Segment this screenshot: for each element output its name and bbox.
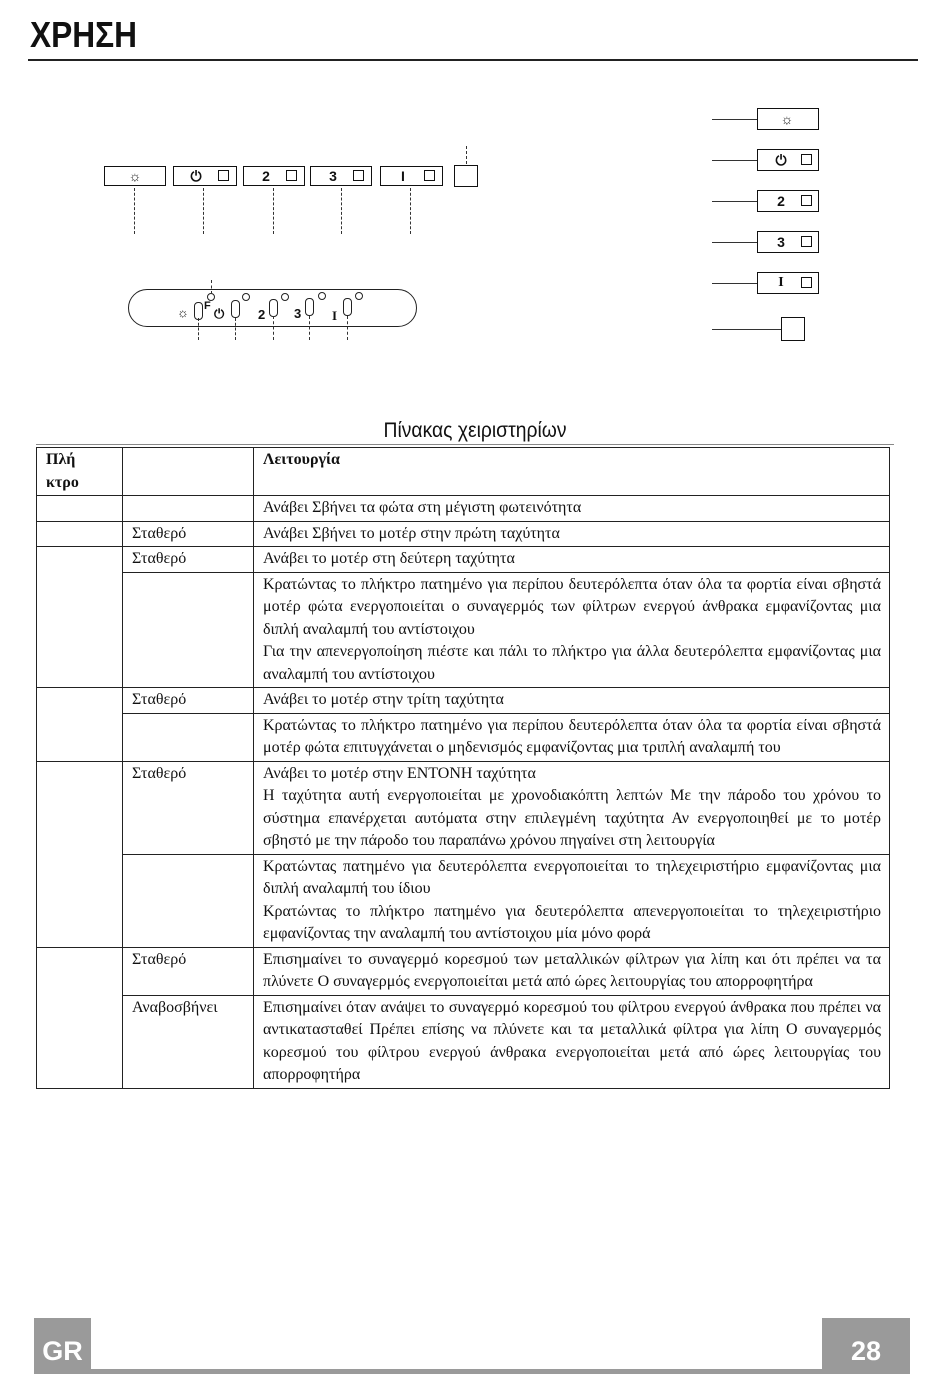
table-row: [37, 713, 890, 761]
led-cell: Αναβοσβήνει: [123, 995, 254, 1088]
speed3-label: 3: [777, 234, 785, 250]
function-text: Κρατώντας πατημένο για δευτερόλεπτα ενεργοποιείται το τηλεχειριστήριο εμφανίζοντας μια διπλή αναλαμπή του ίδιου: [263, 857, 881, 897]
callout-line: [341, 188, 342, 234]
key-cell: [37, 496, 123, 522]
table-row: [37, 995, 890, 1088]
key-cell: [37, 521, 123, 547]
led-cell: Σταθερό: [123, 521, 254, 547]
leader-line: [712, 283, 757, 284]
intensive-key: [757, 272, 819, 294]
function-cell: Επισημαίνει όταν ανάψει το συναγερμό κορεσμού του φίλτρου ενεργού άνθρακα που πρέπει να αντικατασταθεί Πρέπει επίσης να πλύνετε και τα μεταλλικά φίλτρα για λίπη Ο συναγερμός κορεσμού του φίλτρου ενεργού άνθρακα ενεργοποιείται μετά από ώρες λειτουργίας του απορροφητήρα: [254, 995, 890, 1088]
table-row: [37, 688, 890, 714]
rocker: [231, 300, 240, 318]
power-icon: ⏻: [190, 168, 202, 184]
speed3-key: [757, 231, 819, 253]
table-row: [37, 496, 890, 522]
led-indicator: [801, 236, 812, 247]
language-badge: GR: [34, 1318, 91, 1374]
page-title: ΧΡΗΣΗ: [30, 14, 138, 55]
callout-line: [466, 146, 467, 164]
rocker: [343, 298, 352, 316]
function-cell: Ανάβει Σβήνει το μοτέρ στην πρώτη ταχύτητα: [254, 521, 890, 547]
remote-key: [454, 165, 478, 187]
function-cell: Ανάβει το μοτέρ στην τρίτη ταχύτητα: [254, 688, 890, 714]
table-row: [37, 854, 890, 947]
light-key: [757, 108, 819, 130]
led-cell: Σταθερό: [123, 761, 254, 854]
speed2-label: 2: [262, 168, 270, 184]
table-title: Πίνακας χειριστηρίων: [383, 419, 567, 442]
led-cell: [123, 496, 254, 522]
page-number: 28: [822, 1318, 910, 1374]
leader-line: [712, 160, 757, 161]
speed2-label: 2: [777, 193, 785, 209]
led-cell: [123, 572, 254, 688]
controls-table: [36, 447, 890, 1089]
led-cell: [123, 854, 254, 947]
leader-line: [712, 242, 757, 243]
intensive-label: I: [401, 168, 405, 184]
callout-line: [309, 316, 310, 340]
callout-line: [273, 316, 274, 340]
function-text: Κρατώντας το πλήκτρο πατημένο για δευτερόλεπτα απενεργοποιείται το τηλεχειριστήριο εμφανίζοντας την αναλαμπή του αντίστοιχου μία μόνο φορά: [263, 902, 881, 942]
led-cell: Σταθερό: [123, 947, 254, 995]
header-led: [123, 448, 254, 496]
header-rule: [28, 59, 918, 61]
speed2-key: [757, 190, 819, 212]
table-row: [37, 521, 890, 547]
callout-line: [410, 188, 411, 234]
function-cell: [254, 761, 890, 854]
key-cell: [37, 761, 123, 947]
footer-bar: [91, 1369, 822, 1374]
function-text: Ανάβει το μοτέρ στην ΕΝΤΟΝΗ ταχύτητα: [263, 764, 536, 782]
intensive-label: I: [778, 275, 784, 290]
light-icon: ☼: [128, 168, 142, 184]
led-cell: [123, 713, 254, 761]
callout-line: [211, 280, 212, 294]
led: [281, 293, 289, 301]
led-indicator: [353, 170, 364, 181]
table-row: [37, 572, 890, 688]
table-row: [37, 761, 890, 854]
callout-line: [347, 316, 348, 340]
callout-line: [203, 188, 204, 234]
led-indicator: [801, 154, 812, 165]
f-label: F: [204, 300, 211, 312]
function-cell: Επισημαίνει το συναγερμό κορεσμού των μεταλλικών φίλτρων για λίπη και ότι πρέπει να τα πλύνετε Ο συναγερμός ενεργοποιείται μετά από ώρες λειτουργίας του απορροφητήρα: [254, 947, 890, 995]
led-indicator: [286, 170, 297, 181]
leader-line: [712, 201, 757, 202]
power-key: [173, 166, 237, 186]
header-key: Πλή κτρο: [37, 448, 123, 496]
leader-line: [712, 329, 781, 330]
table-header-row: [37, 448, 890, 496]
callout-line: [198, 318, 199, 340]
function-cell: [254, 854, 890, 947]
function-text: Κρατώντας το πλήκτρο πατημένο για περίπου δευτερόλεπτα όταν όλα τα φορτία είναι σβηστά μοτέρ φώτα ενεργοποιείται ο συναγερμός των φίλτρων ενεργού άνθρακα εμφανίζοντας μια διπλή αναλαμπή του αντίστοιχου: [263, 575, 881, 638]
table-row: [37, 947, 890, 995]
callout-line: [273, 188, 274, 234]
function-cell: Κρατώντας το πλήκτρο πατημένο για περίπου δευτερόλεπτα όταν όλα τα φορτία είναι σβηστά μοτέρ φώτα επιτυγχάνεται ο μηδενισμός εμφανίζοντας μια τριπλή αναλαμπή του: [254, 713, 890, 761]
callout-line: [235, 318, 236, 340]
light-icon: ☼: [177, 305, 189, 320]
power-icon: ⏻: [775, 152, 787, 168]
speed2-label: 2: [258, 307, 266, 322]
led: [318, 292, 326, 300]
led: [355, 292, 363, 300]
rocker: [305, 298, 314, 316]
power-key: [757, 149, 819, 171]
led: [242, 293, 250, 301]
title-rule: [36, 444, 894, 445]
speed3-label: 3: [294, 306, 302, 321]
function-cell: Ανάβει Σβήνει τα φώτα στη μέγιστη φωτεινότητα: [254, 496, 890, 522]
key-cell: [37, 947, 123, 1088]
function-text: Για την απενεργοποίηση πιέστε και πάλι το πλήκτρο για άλλα δευτερόλεπτα εμφανίζοντας μια αναλαμπή του αντίστοιχου: [263, 643, 881, 683]
function-cell: [254, 572, 890, 688]
function-text: Η ταχύτητα αυτή ενεργοποιείται με χρονοδιακόπτη λεπτών Με την πάροδο του χρόνου το σύστημα επανέρχεται αυτόματα στην επιλεγμένη ταχύτητα Αν ενεργοποιηθεί με το μοτέρ σβηστό με την πάροδο του παραπάνω χρόνου πηγαίνει στη λειτουργία: [263, 787, 881, 849]
speed3-key: [310, 166, 372, 186]
function-cell: Ανάβει το μοτέρ στη δεύτερη ταχύτητα: [254, 547, 890, 573]
led-cell: Σταθερό: [123, 547, 254, 573]
led-cell: Σταθερό: [123, 688, 254, 714]
led-indicator: [218, 170, 229, 181]
callout-line: [134, 188, 135, 234]
led-indicator: [801, 277, 812, 288]
intensive-label: I: [332, 308, 338, 323]
light-key: [104, 166, 166, 186]
led-indicator: [801, 195, 812, 206]
speed3-label: 3: [329, 168, 337, 184]
remote-key: [781, 317, 805, 341]
key-cell: [37, 547, 123, 688]
led-indicator: [424, 170, 435, 181]
key-cell: [37, 688, 123, 762]
table-row: [37, 547, 890, 573]
header-function: Λειτουργία: [254, 448, 890, 496]
intensive-key: [380, 166, 443, 186]
leader-line: [712, 119, 757, 120]
speed2-key: [243, 166, 305, 186]
light-icon: ☼: [780, 111, 794, 127]
rocker: [269, 299, 278, 317]
power-icon: ⏻: [214, 306, 225, 321]
led: [207, 293, 215, 301]
